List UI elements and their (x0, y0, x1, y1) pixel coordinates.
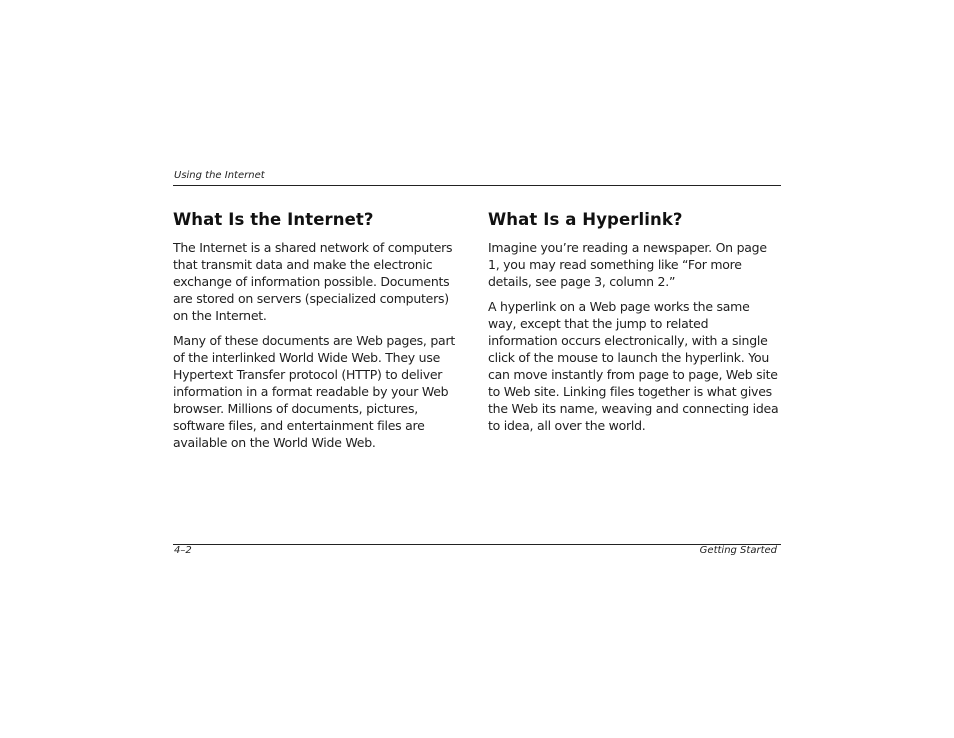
left-column (173, 210, 465, 459)
header-rule (173, 185, 781, 186)
paragraph: The Internet is a shared network of computers that transmit data and make the electronic exchange of information possible. Documents are stored on servers (specialized computers) on the Internet. (173, 240, 453, 323)
paragraph: Imagine you’re reading a newspaper. On page 1, you may read something like “For more details, see page 3, column 2.” (488, 240, 767, 289)
paragraph: A hyperlink on a Web page works the same way, except that the jump to related information occurs electronically, with a single click of the mouse to launch the hyperlink. You can move instantly from page to page, Web site to Web site. Linking files together is what gives the Web its name, weaving and connecting idea to idea, all over the world. (488, 299, 779, 433)
section-heading-internet: What Is the Internet? (173, 210, 374, 229)
paragraph: Many of these documents are Web pages, part of the interlinked World Wide Web. They use Hypertext Transfer protocol (HTTP) to deliver information in a format readable by your Web browser. Millions of documents, pictures, software files, and entertainment files are available on the World Wide Web. (173, 333, 455, 450)
right-column (488, 210, 780, 442)
footer-rule (173, 544, 781, 545)
book-title: Getting Started (699, 545, 777, 556)
running-header: Using the Internet (174, 170, 265, 181)
page-number: 4–2 (174, 545, 192, 556)
section-heading-hyperlink: What Is a Hyperlink? (488, 210, 683, 229)
